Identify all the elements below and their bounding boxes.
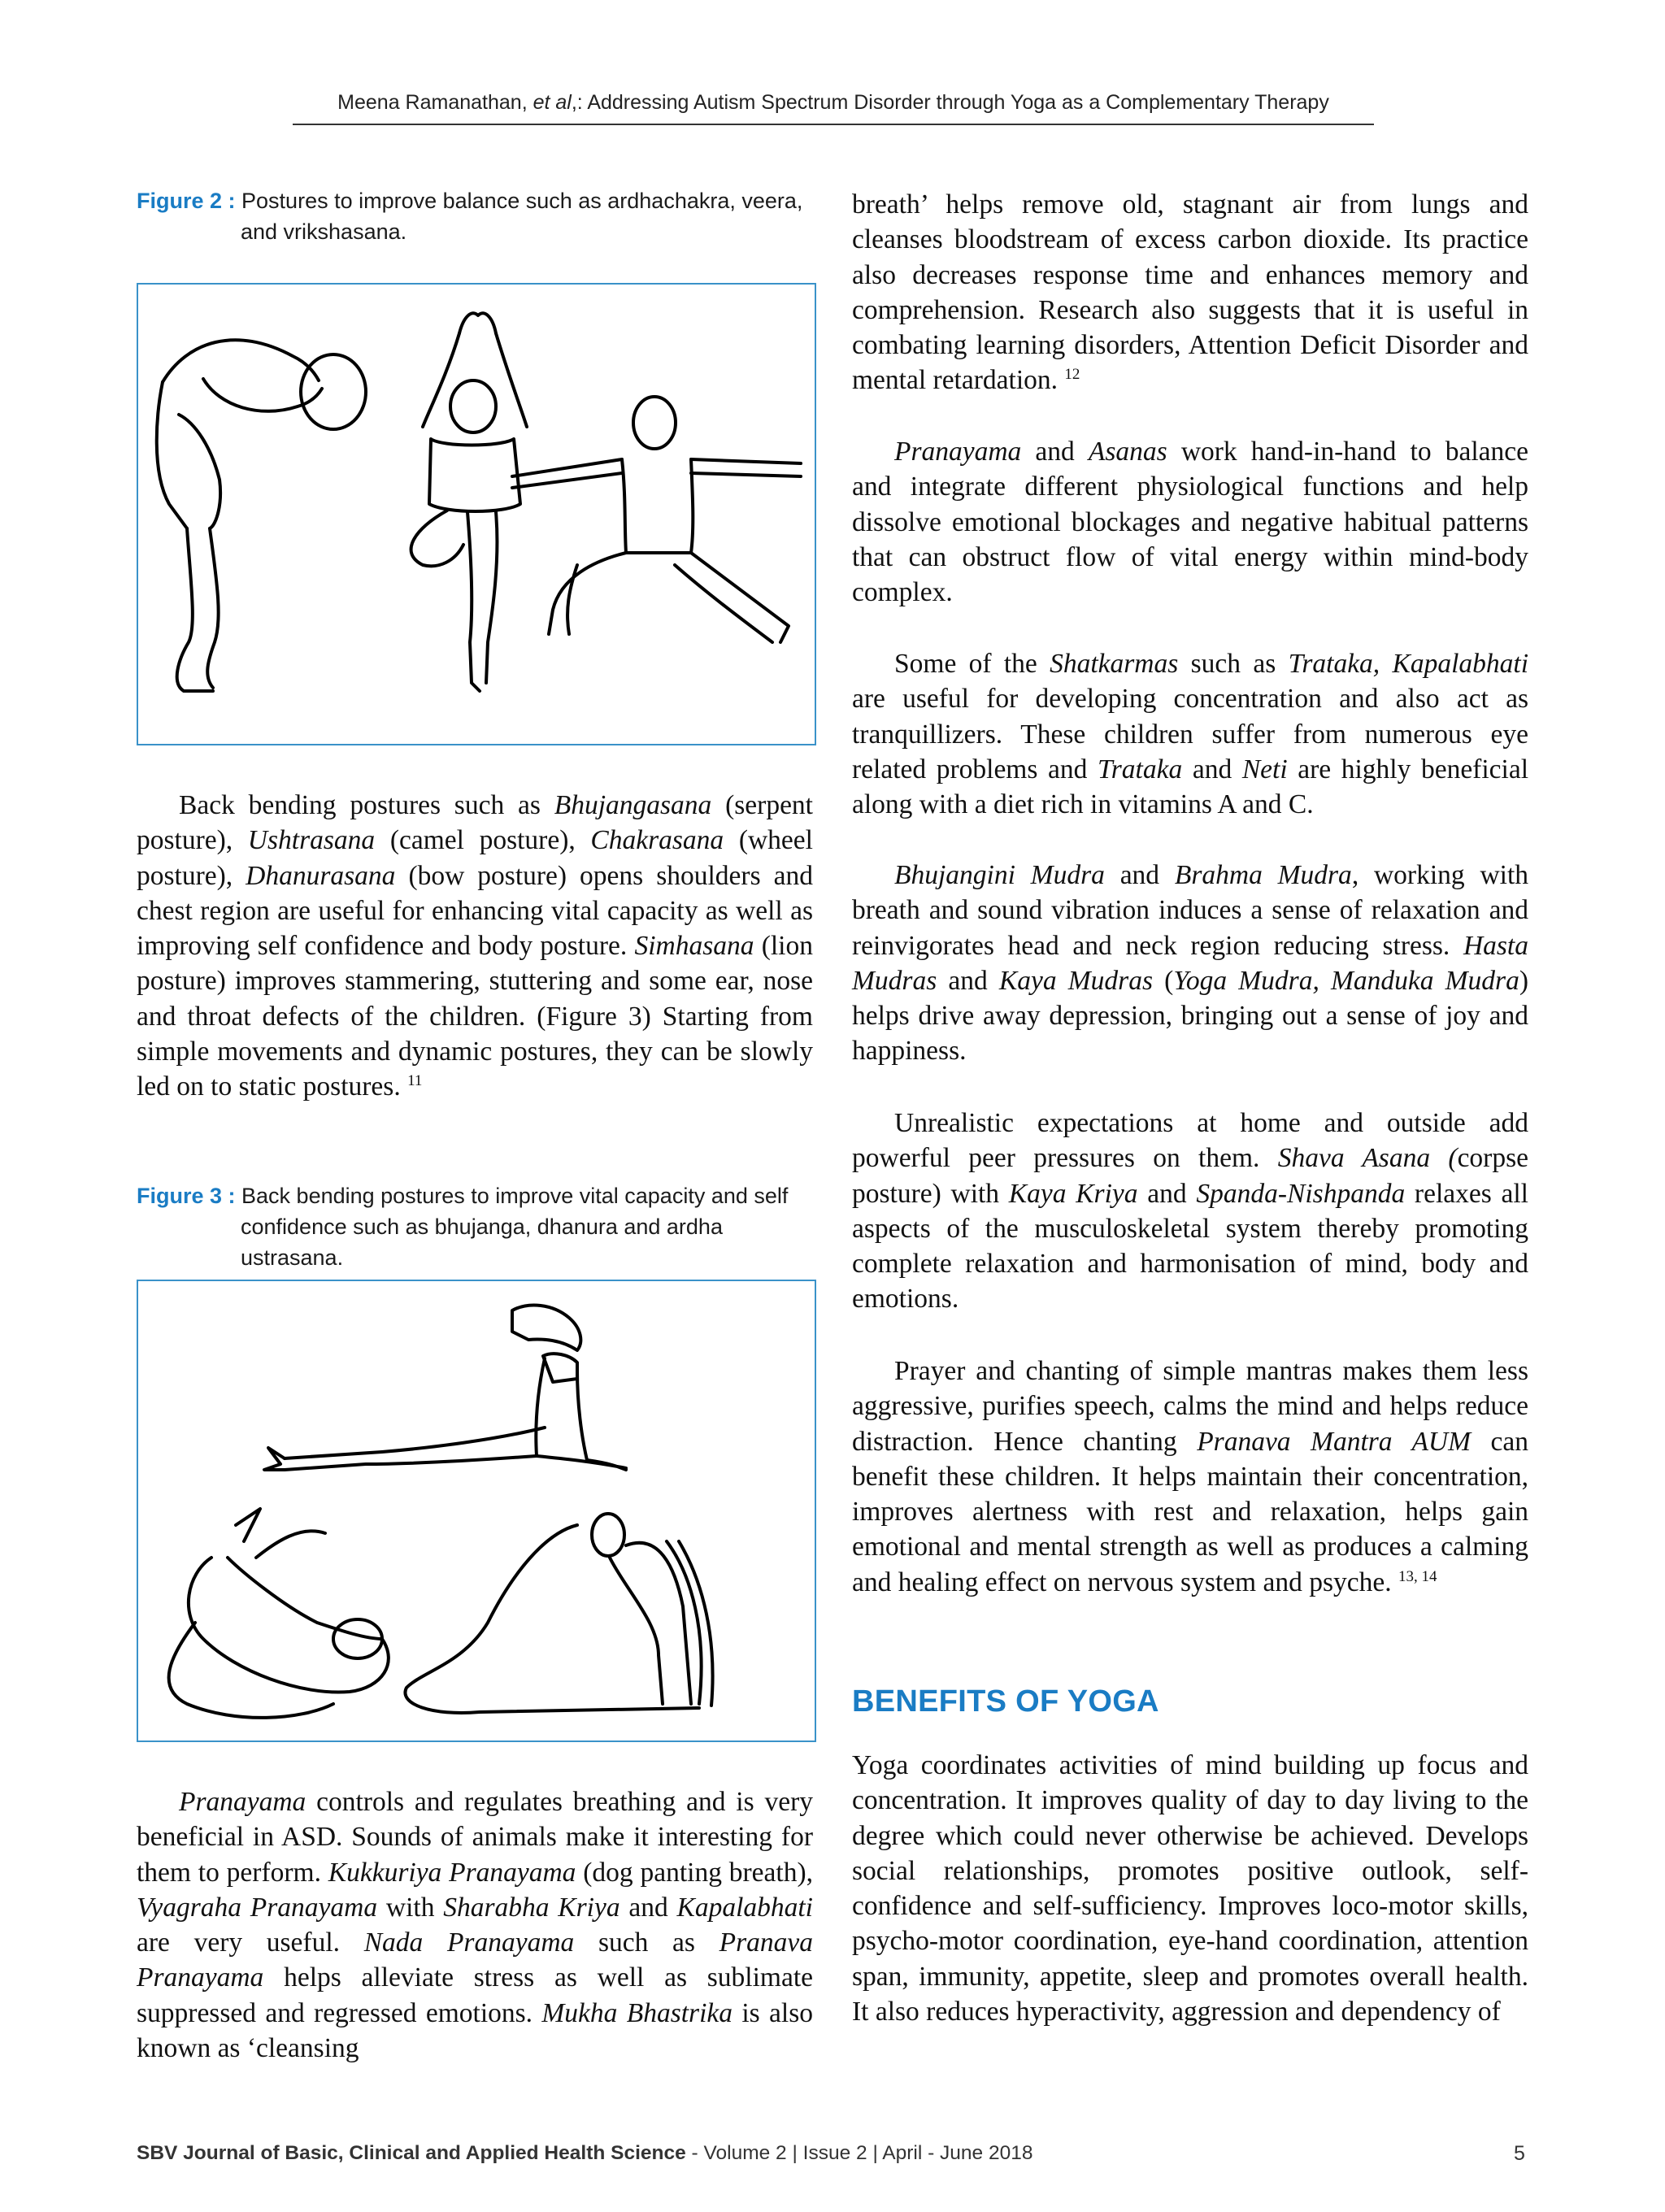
- figure-3-caption-line-2: confidence such as bhujanga, dhanura and ardha ustrasana.: [241, 1215, 723, 1270]
- citation-ref: 11: [407, 1072, 423, 1090]
- figure-torso: [610, 1543, 691, 1704]
- text-run: such as: [1178, 649, 1289, 679]
- italic-term: Trataka, Kapalabhati: [1288, 649, 1529, 679]
- figure-straight-leg: [675, 553, 789, 642]
- footer-journal: [137, 2142, 1033, 2165]
- text-run: Yoga coordinates activities of mind building up focus and concentration. It improves quality of day to day living to the degree which could never otherwise be achieved. Develops social relationships, promotes positive outlook, self-confidence and self-sufficiency. Improves loco-motor skills, psycho-motor coordination, eye-hand coordination, attention span, immunity, appetite, sleep and promotes overall health. It also reduces hyperactivity, aggression and dependency of: [852, 1750, 1528, 2027]
- paragraph-back-bending: [137, 788, 813, 1105]
- italic-term: Pranayama: [894, 437, 1022, 467]
- figure-body: [189, 1558, 389, 1693]
- italic-term: Hasta Mudras: [852, 930, 1528, 996]
- figure-hands: [537, 1456, 626, 1470]
- figure-arm-left: [423, 333, 459, 427]
- right-column-p6: [852, 1354, 1528, 1600]
- figure-torso: [622, 459, 693, 553]
- footer-journal-name: SBV Journal of Basic, Clinical and Applied Health Science: [137, 2142, 686, 2164]
- header-rule: [293, 124, 1374, 125]
- text-run: (dog panting breath),: [576, 1857, 814, 1888]
- running-head-author: Meena Ramanathan,: [337, 91, 533, 114]
- figure-3-caption: [137, 1180, 819, 1273]
- italic-term: Trataka: [1097, 754, 1183, 784]
- text-run: (: [1153, 965, 1174, 996]
- italic-term: Asanas: [1088, 437, 1167, 467]
- right-column-p5: [852, 1106, 1528, 1317]
- text-run: is also known as ‘cleansing: [137, 1997, 813, 2064]
- figure-back: [163, 340, 319, 382]
- paragraph-benefits: [852, 1748, 1528, 2029]
- figure-arm-right: [496, 333, 527, 427]
- text-run: such as: [574, 1927, 719, 1958]
- italic-term: Kaya Kriya: [1008, 1178, 1138, 1209]
- italic-term: Kaya Mudras: [998, 965, 1153, 996]
- paragraph-mudras: [852, 858, 1528, 1069]
- paragraph-prayer-chanting: [852, 1354, 1528, 1600]
- text-run: (camel posture),: [375, 825, 591, 856]
- text-run: and: [1021, 437, 1089, 467]
- paragraph-shatkarmas: [852, 646, 1528, 822]
- figure-hip: [157, 382, 187, 528]
- figure-2-image: [137, 283, 816, 745]
- vrikshasana-figure: [411, 313, 527, 691]
- text-run: with: [377, 1892, 444, 1923]
- text-run: (serpent posture),: [137, 790, 813, 856]
- text-run: breath’ helps remove old, stagnant air from lungs and cleanses bloodstream of excess carbon dioxide. Its practice also decreases response time and enhances memory and comprehension. Research also suggests that it is useful in combating learning disorders, Attention Deficit Disorder and mental retardation.: [852, 189, 1528, 396]
- text-run: corpse posture) with: [852, 1143, 1528, 1209]
- text-run: Unrealistic expectations at home and outside add powerful peer pressures on them.: [852, 1108, 1528, 1174]
- figure-torso: [429, 439, 520, 511]
- figure-bent-leg: [549, 553, 626, 634]
- text-run: controls and regulates breathing and is very beneficial in ASD. Sounds of animals make it interesting for them to perform.: [137, 1787, 813, 1888]
- figure-arm-right: [691, 459, 801, 476]
- text-run: are very useful.: [137, 1927, 364, 1958]
- figure-feet: [264, 1448, 285, 1470]
- figure-legs: [405, 1525, 699, 1713]
- figure-standing-leg-outline: [486, 512, 497, 683]
- ardha-ustrasana-figure: [405, 1514, 712, 1713]
- footer-issue: - Volume 2 | Issue 2 | April - June 2018: [685, 2142, 1033, 2164]
- figure-head: [301, 354, 366, 429]
- text-run: helps alleviate stress as well as sublimate suppressed and regressed emotions.: [137, 1962, 813, 2028]
- right-column-p2: [852, 434, 1528, 610]
- figure-head: [450, 380, 496, 432]
- right-column-p7: [852, 1748, 1528, 2029]
- text-run: ) helps drive away depression, bringing out a sense of joy and happiness.: [852, 965, 1529, 1067]
- figure-3-caption-line-1: Back bending postures to improve vital capacity and self: [241, 1184, 789, 1208]
- text-run: (wheel posture),: [137, 825, 813, 891]
- text-run: and: [937, 965, 999, 996]
- figure-head: [633, 397, 676, 449]
- italic-term: Mukha Bhastrika: [541, 1997, 733, 2028]
- italic-term: Ushtrasana: [247, 825, 376, 856]
- dhanurasana-figure: [169, 1509, 389, 1718]
- text-run: and: [1137, 1178, 1197, 1209]
- section-heading: BENEFITS OF YOGA: [852, 1684, 1159, 1719]
- text-run: Prayer and chanting of simple mantras makes them less aggressive, purifies speech, calms the mind and helps reduce distraction. Hence chanting: [852, 1356, 1528, 1457]
- text-run: , working with breath and sound vibration induces a sense of relaxation and reinvigorates head and neck region reducing stress.: [852, 860, 1529, 961]
- figure-torso-front: [179, 415, 220, 528]
- running-head: [293, 91, 1374, 115]
- left-column-bottom: [137, 1784, 813, 2066]
- figure-standing-leg: [467, 512, 480, 691]
- figure-bent-leg: [411, 511, 463, 566]
- figure-head: [592, 1514, 624, 1556]
- figure-leg-front: [207, 528, 218, 688]
- figure-3-number: Figure 3 :: [137, 1184, 236, 1208]
- text-run: (lion posture) improves stammering, stuttering and some ear, nose and throat defects of the children. (Figure 3) Starting from simple movements and dynamic postures, they can be slowly led on to static postures.: [137, 931, 813, 1102]
- italic-term: Sharabha Kriya: [443, 1892, 620, 1923]
- paragraph-pranayama: [137, 1784, 813, 2066]
- italic-term: Nada Pranayama: [363, 1927, 575, 1958]
- right-column-p3: [852, 646, 1528, 822]
- running-head-title: ,: Addressing Autism Spectrum Disorder through Yoga as a Complementary Therapy: [571, 91, 1329, 114]
- italic-term: Pranayama: [179, 1787, 306, 1817]
- text-run: Back bending postures such as: [179, 790, 554, 820]
- text-run: are highly beneficial along with a diet rich in vitamins A and C.: [852, 754, 1529, 820]
- italic-term: Bhujangini Mudra: [894, 860, 1105, 890]
- citation-ref: 13, 14: [1398, 1567, 1437, 1585]
- paragraph-pranayama-asanas: [852, 434, 1528, 610]
- italic-term: Pranava Mantra AUM: [1197, 1426, 1472, 1457]
- figure-arms: [536, 1358, 587, 1460]
- right-column-p1: [852, 187, 1528, 398]
- left-column-top: [137, 788, 813, 1105]
- italic-term: Chakrasana: [590, 825, 724, 856]
- virabhadrasana-figure: [512, 397, 801, 642]
- text-run: relaxes all aspects of the musculoskeletal system thereby promoting complete relaxation and harmonisation of mind, body and emotions.: [852, 1178, 1528, 1315]
- italic-term: Spanda-Nishpanda: [1196, 1178, 1406, 1209]
- italic-term: Brahma Mudra: [1174, 860, 1352, 890]
- running-head-etal: et al: [533, 91, 572, 114]
- italic-term: Shava Asana (: [1277, 1143, 1458, 1174]
- italic-term: Vyagraha Pranayama: [137, 1892, 378, 1923]
- italic-term: Simhasana: [634, 931, 754, 962]
- figure-2-caption-line-1: Postures to improve balance such as ardhachakra, veera,: [241, 189, 803, 213]
- figure-arms: [228, 1558, 382, 1639]
- figure-arm-left: [512, 459, 622, 488]
- italic-term: Neti: [1241, 754, 1288, 784]
- figure-feet: [236, 1509, 325, 1558]
- text-run: Some of the: [894, 649, 1050, 679]
- text-run: and: [619, 1892, 677, 1923]
- italic-term: Pranava Pranayama: [137, 1927, 814, 1993]
- text-run: and: [1182, 754, 1242, 784]
- figure-3-image: [137, 1280, 816, 1742]
- figure-joined-hands: [459, 313, 496, 333]
- italic-term: Shatkarmas: [1050, 649, 1179, 679]
- text-run: and: [1104, 860, 1175, 890]
- italic-term: Kukkuriya Pranayama: [328, 1857, 576, 1888]
- figure-2-caption-line-2: and vrikshasana.: [241, 219, 407, 244]
- italic-term: Yoga Mudra, Manduka Mudra: [1173, 965, 1519, 996]
- paragraph-expectations: [852, 1106, 1528, 1317]
- figure-2-drawing: [138, 285, 815, 744]
- figure-shoulder: [543, 1354, 577, 1382]
- italic-term: Dhanurasana: [246, 860, 396, 891]
- figure-2-caption: [137, 185, 819, 247]
- text-run: can benefit these children. It helps maintain their concentration, improves alertness with rest and relaxation, helps gain emotional and mental strength as well as produces a calming and healing effect on nervous system and psyche.: [852, 1426, 1529, 1597]
- text-run: work hand-in-hand to balance and integrate different physiological functions and help dissolve emotional blockages and negative habitual patterns that can obstruct flow of vital energy within mind-body complex.: [852, 437, 1528, 608]
- figure-3-drawing: [138, 1281, 815, 1740]
- paragraph-cleansing-breath: [852, 187, 1528, 398]
- page-number: 5: [1514, 2142, 1525, 2165]
- text-run: are useful for developing concentration and also act as tranquillizers. These children suffer from numerous eye related problems and: [852, 684, 1528, 784]
- italic-term: Kapalabhati: [676, 1892, 813, 1923]
- figure-body: [285, 1428, 545, 1470]
- right-column-p4: [852, 858, 1528, 1069]
- ardhachakrasana-figure: [157, 340, 366, 691]
- bhujangasana-figure: [264, 1306, 626, 1470]
- italic-term: Bhujangasana: [554, 790, 712, 820]
- figure-2-number: Figure 2 :: [137, 189, 236, 213]
- text-run: (bow posture) opens shoulders and chest region are useful for enhancing vital capacity as well as improving self confidence and body posture.: [137, 860, 813, 962]
- citation-ref: 12: [1064, 366, 1080, 384]
- figure-head: [512, 1306, 580, 1350]
